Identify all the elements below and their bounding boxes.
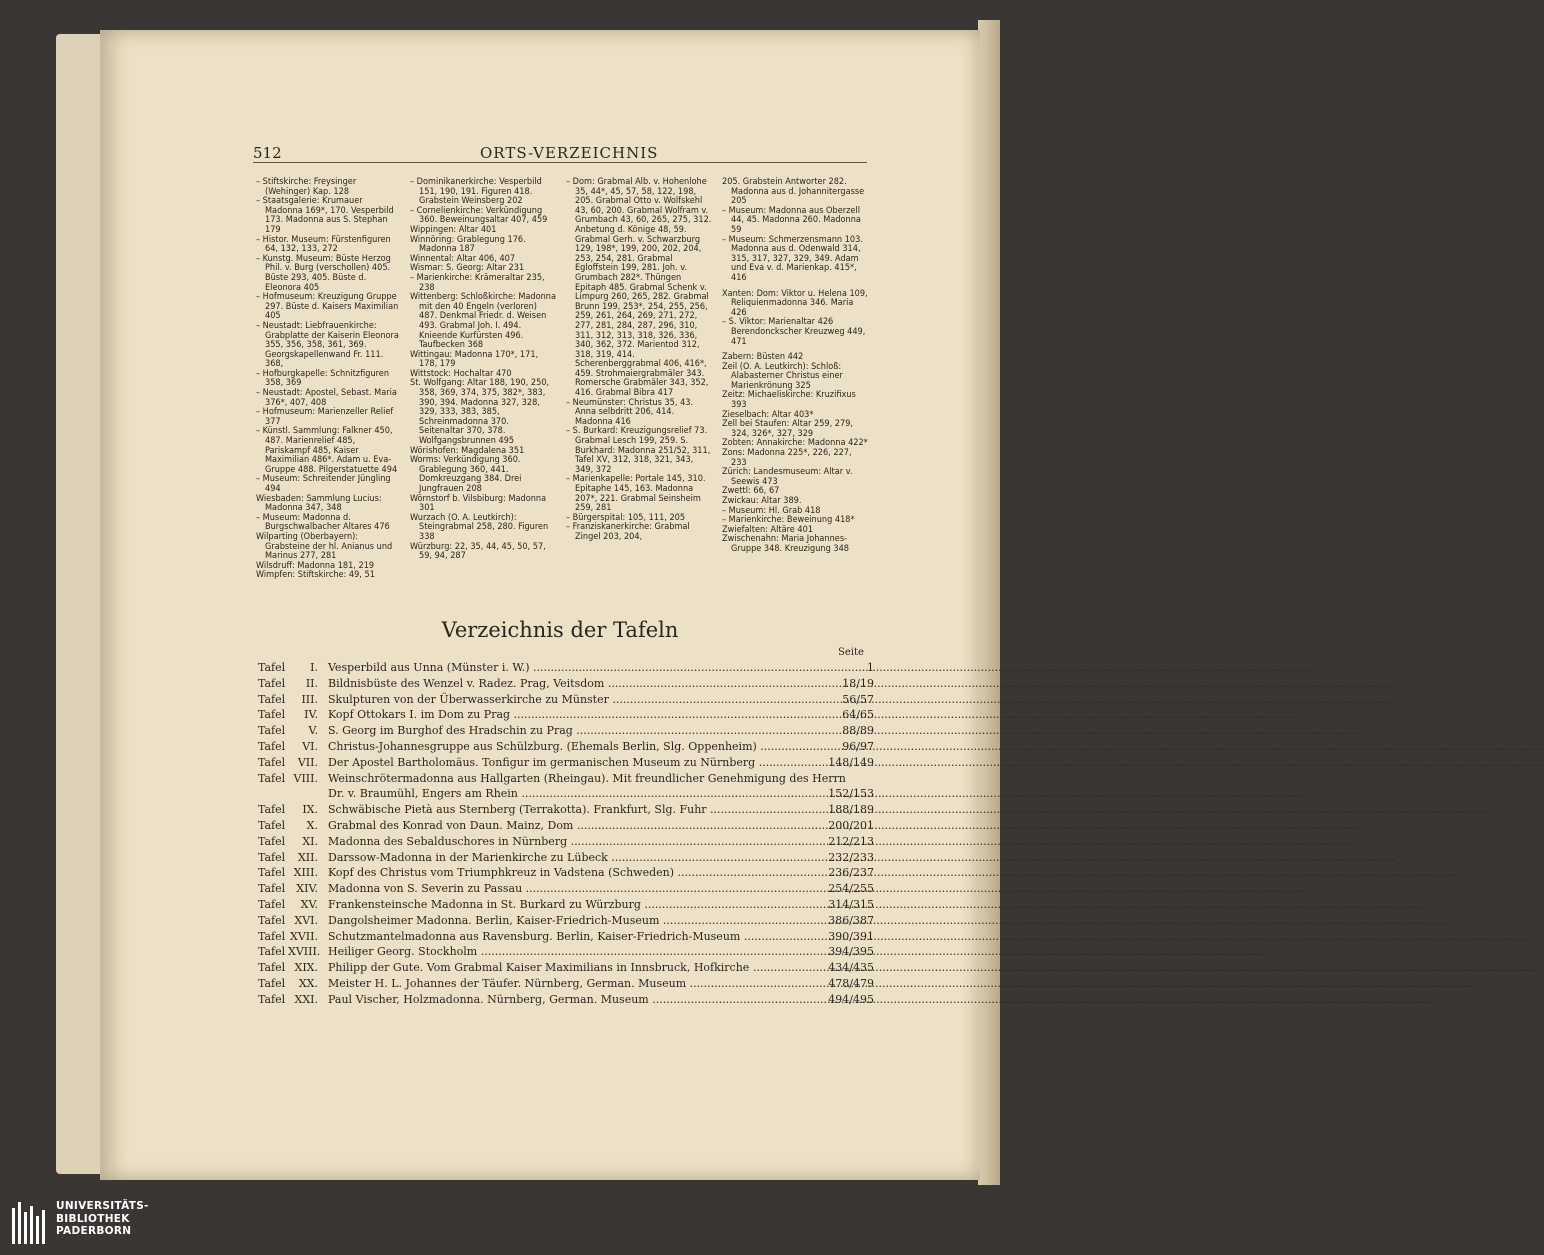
index-entry: Zwiefalten: Altäre 401 — [722, 524, 814, 535]
plate-title: Frankensteinsche Madonna in St. Burkard zu Würzburg ..... — [328, 897, 794, 913]
index-entry: Wimpfen: Stiftskirche: 49, 51 — [256, 570, 375, 581]
plate-title: S. Georg im Burghof des Hradschin zu Prag ..... — [328, 723, 794, 739]
page-edges — [56, 34, 106, 1174]
index-entry: – Franziskanerkirche: Grabmal Zingel 203, 204, — [566, 522, 690, 542]
index-entry: – Museum: Schreitender Jüngling 494 — [256, 474, 391, 494]
plate-page: 314/315 — [828, 897, 874, 911]
index-entry: – Museum: Schmerzensmann 103. Madonna aus d. Odenwald 314, 315, 317, 327, 329, 349. Adam und Eva v. d. Marienkap. 415*, 416 — [722, 234, 863, 283]
index-entry: Zwettl: 66, 67 — [722, 486, 780, 497]
index-entry: Würzburg: 22, 35, 44, 45, 50, 57, 59, 94, 287 — [410, 541, 546, 562]
plate-page: 254/255 — [828, 882, 874, 896]
library-logo-icon — [10, 1202, 50, 1246]
index-entry: – S. Viktor: Marienaltar 426 Berendonckscher Kreuzweg 449, 471 — [722, 317, 866, 347]
index-entry: Wörnstorf b. Vilsbiburg: Madonna 301 — [410, 493, 547, 514]
index-entry: Zobten: Annakirche: Madonna 422* — [722, 438, 868, 449]
index-entry: – Stiftskirche: Freysinger (Wehinger) Kap. 128 — [256, 177, 357, 197]
page-column-label: Seite — [838, 647, 864, 658]
plate-row — [258, 976, 874, 992]
index-entry: Zieselbach: Altar 403* — [722, 409, 814, 420]
plate-title: Madonna von S. Severin zu Passau ..... — [328, 881, 794, 897]
plate-label: Tafel — [258, 992, 286, 1006]
plate-label: Tafel — [258, 882, 286, 896]
plate-num: XX. — [298, 976, 318, 990]
index-entry: Xanten: Dom: Viktor u. Helena 109, Reliquienmadonna 346. Maria 426 — [722, 288, 868, 318]
index-entry: Wittenberg: Schloßkirche: Madonna mit den 40 Engeln (verloren) 487. Denkmal Friedr. d. Weisen 493. Grabmal Joh. I. 494. Knieende Kurfürsten 496. Taufbecken 368 — [410, 292, 556, 351]
plate-page: 188/189 — [828, 803, 874, 817]
plate-title: Grabmal des Konrad von Daun. Mainz, Dom ..... — [328, 818, 794, 834]
plate-page: 200/201 — [828, 818, 874, 832]
plate-title: Weinschrötermadonna aus Hallgarten (Rheingau). Mit freundlicher Genehmigung des Herrn — [328, 771, 846, 785]
plate-row — [258, 865, 874, 881]
index-column-2 — [410, 178, 556, 562]
plate-num: VI. — [302, 739, 318, 753]
library-logo-text: UNIVERSITÄTS- BIBLIOTHEK PADERBORN — [56, 1200, 149, 1237]
index-entry: Zell bei Staufen: Altar 259, 279, 324, 326*, 327, 329 — [722, 419, 854, 439]
plate-row — [258, 707, 874, 723]
plate-page: 18/19 — [842, 676, 874, 690]
index-entry: Zeil (O. A. Leutkirch): Schloß: Alabasterner Christus einer Marienkrönung 325 — [722, 361, 843, 391]
index-entry: – Dominikanerkirche: Vesperbild 151, 190, 191. Figuren 418. Grabstein Weinsberg 202 — [410, 177, 542, 207]
plate-row — [258, 723, 874, 739]
plate-title: Kopf Ottokars I. im Dom zu Prag ..... — [328, 707, 794, 723]
plate-page: 152/153 — [828, 787, 874, 801]
plate-page: 386/387 — [828, 913, 874, 927]
index-entry: – Hofmuseum: Marienzeller Relief 377 — [256, 407, 394, 427]
index-entry: – Hofburgkapelle: Schnitzfiguren 358, 369 — [256, 368, 390, 389]
index-entry: Zabern: Büsten 442 — [722, 352, 804, 363]
plate-title: Madonna des Sebalduschores in Nürnberg ..... — [328, 834, 794, 850]
index-entry: Zwickau: Altar 389. — [722, 496, 802, 506]
header-rule — [253, 162, 867, 163]
plate-page: 96/97 — [842, 739, 874, 753]
index-entry: – Marienkapelle: Portale 145, 310. Epitaphe 145, 163. Madonna 207*, 221. Grabmal Seinsheim 259, 281 — [566, 474, 706, 514]
plate-label: Tafel — [258, 945, 286, 959]
plate-page: 478/479 — [828, 976, 874, 990]
index-entry: – Museum: Madonna aus Oberzell 44, 45. Madonna 260. Madonna 59 — [722, 205, 861, 235]
plate-page: 88/89 — [842, 724, 874, 738]
plate-row — [258, 755, 874, 771]
plate-page: 232/233 — [828, 850, 874, 864]
plate-num: IV. — [304, 708, 318, 722]
index-entry: – Cornelienkirche: Verkündigung 360. Beweinungsaltar 407, 459 — [410, 205, 548, 226]
plate-title: Vesperbild aus Unna (Münster i. W.) ..... — [328, 660, 794, 676]
index-entry: – Marienkirche: Krämeraltar 235, 238 — [410, 272, 545, 293]
plate-title: Kopf des Christus vom Triumphkreuz in Vadstena (Schweden) ..... — [328, 865, 794, 881]
index-entry: Winnöring: Grablegung 176. Madonna 187 — [410, 234, 526, 255]
plate-label: Tafel — [258, 724, 286, 738]
index-column-1 — [256, 178, 402, 581]
index-entry: Zons: Madonna 225*, 226, 227, 233 — [722, 448, 852, 468]
plate-label: Tafel — [258, 692, 286, 706]
plate-label: Tafel — [258, 850, 286, 864]
index-entry: – Neumünster: Christus 35, 43. Anna selbdritt 206, 414. Madonna 416 — [566, 397, 694, 427]
index-entry: Zürich: Landesmuseum: Altar v. Seewis 473 — [722, 467, 853, 487]
plate-title: Philipp der Gute. Vom Grabmal Kaiser Maximilians in Innsbruck, Hofkirche ..... — [328, 960, 794, 976]
index-column-4 — [722, 178, 868, 555]
page-number: 512 — [253, 144, 282, 162]
plate-page: 434/435 — [828, 961, 874, 975]
plate-label: Tafel — [258, 676, 286, 690]
plate-title: Schutzmantelmadonna aus Ravensburg. Berlin, Kaiser-Friedrich-Museum ..... — [328, 929, 794, 945]
plate-row — [258, 913, 874, 929]
index-entry: Wiesbaden: Sammlung Lucius: Madonna 347, 348 — [256, 493, 382, 514]
plate-label: Tafel — [258, 803, 286, 817]
plate-label: Tafel — [258, 897, 286, 911]
plate-page: 394/395 — [828, 945, 874, 959]
plate-page: 1 — [867, 661, 874, 674]
plate-page: 494/495 — [828, 992, 874, 1006]
plate-num: XIX. — [294, 961, 318, 975]
plate-num: XVII. — [290, 929, 318, 943]
plate-row — [258, 660, 874, 676]
index-entry: Worms: Verkündigung 360. Grablegung 360, 441. Domkreuzgang 384. Drei Jungfrauen 208 — [410, 455, 522, 494]
plate-title: Dangolsheimer Madonna. Berlin, Kaiser-Friedrich-Museum ..... — [328, 913, 794, 929]
facing-page-edge — [978, 20, 1000, 1185]
running-head: ORTS-VERZEICHNIS — [480, 144, 659, 162]
plate-row — [258, 802, 874, 818]
index-entry: Wittingau: Madonna 170*, 171, 178, 179 — [410, 349, 539, 370]
index-entry: – Histor. Museum: Fürstenfiguren 64, 132, 133, 272 — [256, 234, 391, 255]
plate-num: XVI. — [294, 913, 318, 927]
plate-page: 390/391 — [828, 929, 874, 943]
plate-num: XVIII. — [288, 945, 321, 959]
plate-num: II. — [305, 676, 318, 690]
plate-row — [258, 897, 874, 913]
plate-title-continuation: Dr. v. Braumühl, Engers am Rhein ..... — [328, 786, 794, 802]
plate-num: XIV. — [296, 882, 318, 896]
index-entry: Wurzach (O. A. Leutkirch): Steingrabmal 258, 280. Figuren 338 — [410, 512, 549, 542]
plate-label: Tafel — [258, 818, 286, 832]
plate-row — [258, 771, 874, 787]
plates-list — [258, 660, 874, 1008]
plate-row — [258, 881, 874, 897]
plate-page: 148/149 — [828, 755, 874, 769]
plate-title: Darssow-Madonna in der Marienkirche zu Lübeck ..... — [328, 850, 794, 866]
plate-label: Tafel — [258, 929, 286, 943]
plate-row — [258, 944, 874, 960]
index-entry: – Neustadt: Apostel, Sebast. Maria 376*, 407, 408 — [256, 388, 397, 408]
plate-page: 56/57 — [842, 692, 874, 706]
plate-row — [258, 929, 874, 945]
plate-row — [258, 692, 874, 708]
plate-num: VII. — [297, 755, 318, 769]
plate-label: Tafel — [258, 771, 286, 785]
index-entry: Wippingen: Altar 401 — [410, 224, 497, 235]
plate-num: X. — [306, 818, 318, 832]
plate-title: Meister H. L. Johannes der Täufer. Nürnberg, German. Museum ..... — [328, 976, 794, 992]
index-entry: Wittstock: Hochaltar 470 — [410, 368, 512, 379]
index-entry: – Staatsgalerie: Krumauer Madonna 169*, 170. Vesperbild 173. Madonna aus S. Stephan 179 — [256, 196, 394, 235]
plate-label: Tafel — [258, 913, 286, 927]
index-entry: – Museum: Hl. Grab 418 — [722, 505, 821, 516]
plate-title: Heiliger Georg. Stockholm ..... — [328, 944, 794, 960]
index-entry: Zeitz: Michaeliskirche: Kruzifixus 393 — [722, 390, 856, 411]
library-logo — [10, 1198, 170, 1248]
plate-page: 64/65 — [842, 708, 874, 722]
plate-label: Tafel — [258, 976, 286, 990]
plate-row — [258, 960, 874, 976]
index-entry: – Neustadt: Liebfrauenkirche: Grabplatte der Kaiserin Eleonora 355, 356, 358, 361, 369. Georgskapellenwand Fr. 111. 368, — [256, 320, 399, 370]
plate-num: V. — [308, 724, 318, 738]
plate-row — [258, 818, 874, 834]
index-entry: Wilsdruff: Madonna 181, 219 — [256, 560, 375, 571]
index-entry: St. Wolfgang: Altar 188, 190, 250, 358, 369, 374, 375, 382*, 383, 390, 394. Madonna 327, 328, 329, 333, 383, 385, Schreinmadonna 370. Seitenaltar 370, 378. Wolfgangsbrunnen 495 — [410, 378, 550, 447]
plate-num: XI. — [302, 834, 318, 848]
index-column-3 — [566, 178, 712, 543]
index-entry: 205. Grabstein Antworter 282. Madonna aus d. Johannitergasse 205 — [722, 177, 865, 207]
index-entry: Zwischenahn: Maria Johannes-Gruppe 348. Kreuzigung 348 — [722, 534, 850, 554]
plate-row — [258, 676, 874, 692]
plate-num: XII. — [297, 850, 318, 864]
index-entry: – Marienkirche: Beweinung 418* — [722, 515, 855, 526]
plate-num: VIII. — [293, 771, 318, 785]
plate-label: Tafel — [258, 834, 286, 848]
plate-num: XIII. — [293, 866, 318, 880]
plate-row — [258, 992, 874, 1008]
index-entry: Winnental: Altar 406, 407 — [410, 253, 516, 264]
plate-label: Tafel — [258, 755, 286, 769]
plate-num: III. — [301, 692, 318, 706]
index-entry: – Kunstg. Museum: Büste Herzog Phil. v. Burg (verschollen) 405. Büste 293, 405. Büste d. Eleonora 405 — [256, 253, 391, 293]
plate-title: Schwäbische Pietà aus Sternberg (Terrakotta). Frankfurt, Slg. Fuhr ..... — [328, 802, 794, 818]
plate-title: Bildnisbüste des Wenzel v. Radez. Prag, Veitsdom ..... — [328, 676, 794, 692]
plate-page: 212/213 — [828, 834, 874, 848]
plate-page: 236/237 — [828, 866, 874, 880]
index-entry: – Künstl. Sammlung: Falkner 450, 487. Marienrelief 485, Pariskampf 485, Kaiser Maximilian 486*. Adam u. Eva-Gruppe 488. Pilgerstatuette 494 — [256, 426, 398, 475]
index-entry: Wilparting (Oberbayern): Grabsteine der hl. Anianus und Marinus 277, 281 — [256, 531, 393, 562]
index-entry: Wismar: S. Georg: Altar 231 — [410, 263, 525, 274]
index-entry: – Bürgerspital: 105, 111, 205 — [566, 512, 686, 523]
plate-title: Der Apostel Bartholomäus. Tonfigur im germanischen Museum zu Nürnberg ..... — [328, 755, 794, 771]
plate-label: Tafel — [258, 661, 286, 674]
index-entry: – S. Burkard: Kreuzigungsrelief 73. Grabmal Lesch 199, 259. S. Burkhard: Madonna 251/52, 311, Tafel XV, 312, 318, 321, 343, 349, 372 — [566, 426, 711, 475]
plate-num: XV. — [300, 897, 318, 911]
plate-title: Paul Vischer, Holzmadonna. Nürnberg, German. Museum ..... — [328, 992, 794, 1008]
plate-label: Tafel — [258, 866, 286, 880]
plates-section-title: Verzeichnis der Tafeln — [441, 618, 679, 642]
index-entry: – Hofmuseum: Kreuzigung Gruppe 297. Büste d. Kaisers Maximilian 405 — [256, 292, 399, 322]
plate-row — [258, 834, 874, 850]
plate-title: Skulpturen von der Überwasserkirche zu Münster ..... — [328, 692, 794, 708]
plate-row — [258, 850, 874, 866]
plate-label: Tafel — [258, 961, 286, 975]
index-entry: – Dom: Grabmal Alb. v. Hohenlohe 35, 44*, 45, 57, 58, 122, 198, 205. Grabmal Otto v. Wolfskehl 43, 60, 200. Grabmal Wolfram v. Grumbach 43, 60, 265, 275, 312. Anbetung d. Könige 48, 59. Grabmal Gerh. v. Schwarzburg 129, 198*, 199, 200, 202, 204, 253, 254, 281. Grabmal Egloffstein 199, 281. Joh. v. Grumbach 282*. Thüngen Epitaph 485. Grabmal Schenk v. Limpurg 260, 265, 282. Grabmal Brunn 199, 253*, 254, 255, 256, 259, 261, 264, 269, 271, 272, 277, 281, 284, 287, 296, 310, 311, 312, 313, 318, 326, 336, 340, 362, 372. Marientod 312, 318, 319, 414. Scherenberggrabmal 406, 416*, 459. Strohmaiergrabmäler 343. Romersche Grabmäler 343, 352, 416. Grabmal Bibra 417 — [566, 177, 712, 399]
index-entry: – Museum: Madonna d. Burgschwalbacher Altares 476 — [256, 512, 390, 533]
plate-num: XXI. — [294, 992, 318, 1006]
plate-label: Tafel — [258, 708, 286, 722]
plate-title: Christus-Johannesgruppe aus Schülzburg. (Ehemals Berlin, Slg. Oppenheim) ..... — [328, 739, 794, 755]
index-entry: Wörishofen: Magdalena 351 — [410, 445, 525, 456]
plate-num: IX. — [302, 803, 318, 817]
plate-row — [258, 739, 874, 755]
plate-num: I. — [310, 661, 318, 674]
plate-label: Tafel — [258, 739, 286, 753]
plate-row-continuation — [258, 786, 874, 802]
